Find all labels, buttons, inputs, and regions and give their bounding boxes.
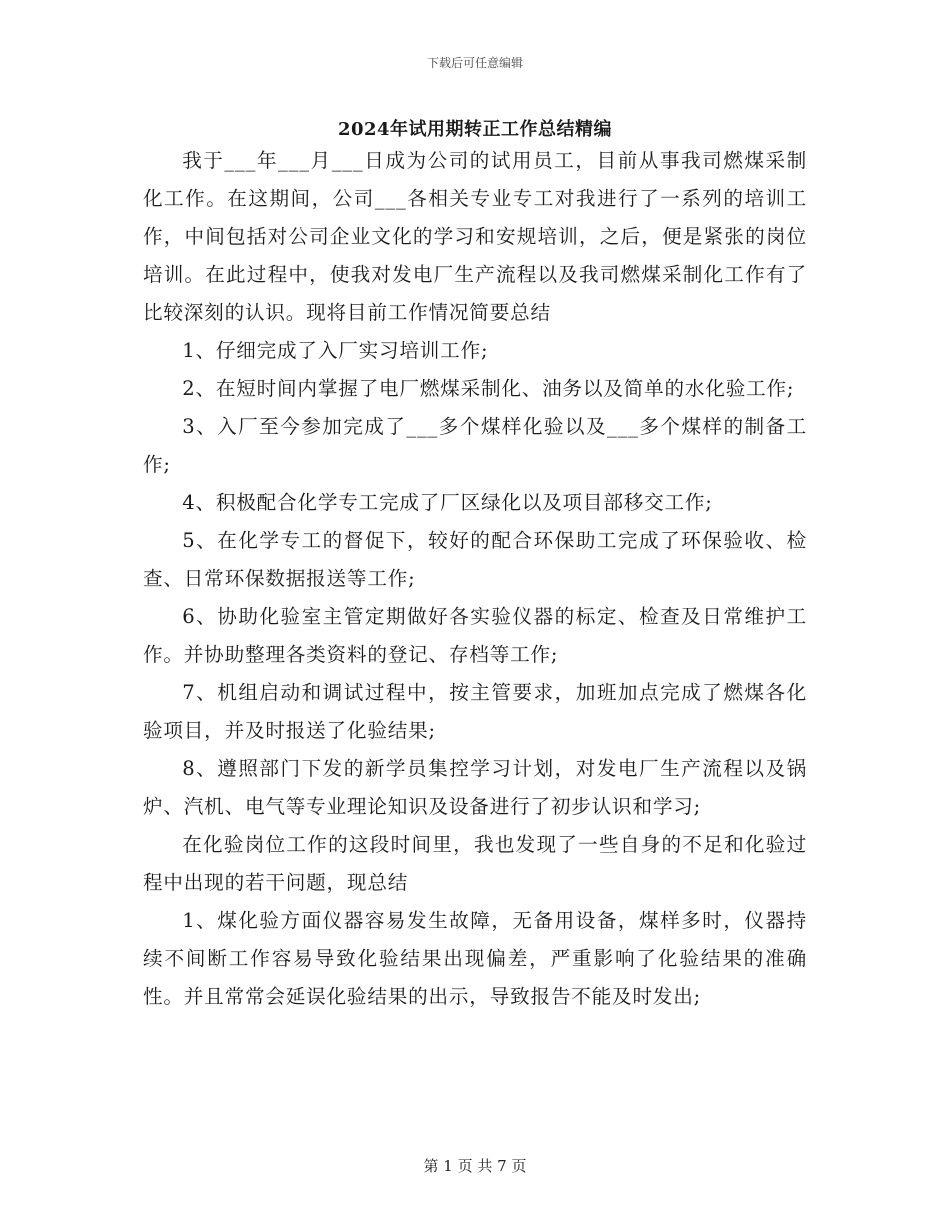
document-body — [143, 142, 807, 1016]
page-header-note: 下载后可任意编辑 — [426, 56, 523, 70]
paragraph-item-6: 6、协助化验室主管定期做好各实验仪器的标定、检查及日常维护工作。并协助整理各类资料的登记、存档等工作; — [143, 605, 807, 666]
paragraph-item-3: 3、入厂至今参加完成了___多个煤样化验以及___多个煤样的制备工作; — [143, 415, 807, 476]
page-number: 第 1 页 共 7 页 — [423, 1157, 527, 1175]
paragraph-intro: 我于___年___月___日成为公司的试用员工，目前从事我司燃煤采制化工作。在这期间，公司___各相关专业专工对我进行了一系列的培训工作，中间包括对公司企业文化的学习和安规培训，之后，便是紧张的岗位培训。在此过程中，使我对发电厂生产流程以及我司燃煤采制化工作有了比较深刻的认识。现将目前工作情况简要总结 — [143, 149, 807, 324]
paragraph-item-5: 5、在化学专工的督促下，较好的配合环保助工完成了环保验收、检查、日常环保数据报送等工作; — [143, 529, 807, 590]
paragraph-item-7: 7、机组启动和调试过程中，按主管要求，加班加点完成了燃煤各化验项目，并及时报送了化验结果; — [143, 681, 807, 742]
paragraph-item-8: 8、遵照部门下发的新学员集控学习计划，对发电厂生产流程以及锅炉、汽机、电气等专业理论知识及设备进行了初步认识和学习; — [143, 757, 807, 818]
document-title: 2024年试用期转正工作总结精编 — [337, 119, 613, 140]
paragraph-issues-intro: 在化验岗位工作的这段时间里，我也发现了一些自身的不足和化验过程中出现的若干问题，现总结 — [143, 833, 807, 894]
paragraph-item-2: 2、在短时间内掌握了电厂燃煤采制化、油务以及简单的水化验工作; — [182, 377, 795, 400]
paragraph-item-4: 4、积极配合化学专工完成了厂区绿化以及项目部移交工作; — [182, 491, 713, 514]
paragraph-issue-1: 1、煤化验方面仪器容易发生故障，无备用设备，煤样多时，仪器持续不间断工作容易导致化验结果出现偏差，严重影响了化验结果的准确性。并且常常会延误化验结果的出示，导致报告不能及时发出; — [143, 909, 807, 1008]
paragraph-item-1: 1、仔细完成了入厂实习培训工作; — [182, 339, 489, 362]
